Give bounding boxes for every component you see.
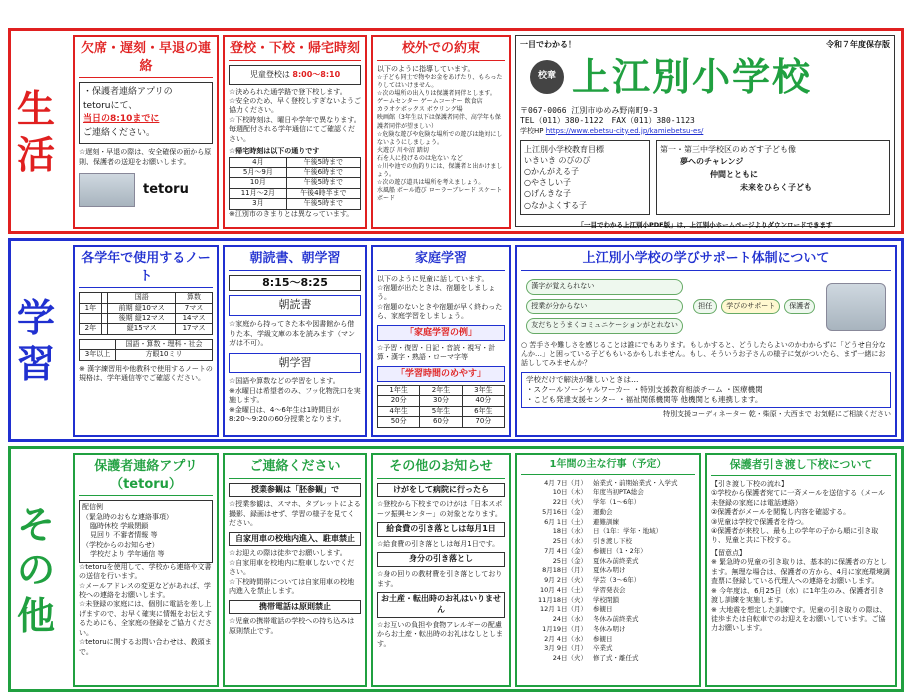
education-goals: 上江別小学校教育目標 いきいき のびのび ○かんがえる子 ○やさしい子 ○げんきな子 ○なかよくする子 xyxy=(520,140,650,215)
schedule-panel: 1年間の主な行事（予定） 4月 7日（月） 始業式・前期始業式・入学式 10日（木） 年度当初PTA総会 22日（火） 学年（1〜6年） 5月16日（金） 運動会 6月 1日（土） 避難訓練 18日（水） 日（1年：学年・地域） 25日（水） 引き渡し下校 7月 4日（金） 参観日（1・2年） 25日（金） 夏休み前終業式 8月18日（月） 夏休み明け 9月 2日（火） 学芸（3〜6年） 10月 4日（土） 学習発表会 11月18日（火） 学校閉鎖 12月 1日（月） 参観日 24日（水） 冬休み前終業式 1月19日（月） 冬休み明け 2月 4日（水） 参観日 3月 9日（月） 卒業式 24日（火） 修了式・離任式 xyxy=(515,453,701,687)
contact-panel: ご連絡ください 授業参観は「胚参観」で ☆授業参観は、スマホ、タブレットによる撮影、録画はせず、学習の様子を見てください。 自家用車の校地内進入、駐車禁止 ☆お迎えの際は徒歩でお願いします。 ☆自家用車を校地内に駐車しないでください。 ☆下校時間帯については自家用車の校地内進入を禁止します。 携帯電話は原則禁止 ☆児童の携帯電話の学校への持ち込みは原則禁止です。 xyxy=(223,453,367,687)
school-header: 一目でわかる！ 令和７年度保存版 校章 上江別小学校 〒067-0066 江別市ゆめみ野南町9-3 TEL（011）380-1122 FAX（011）380-1123 学校HP https://www.ebetsu-city.ed.jp/kamiebetsu-es/ 上江別小学校教育目標 いきいき のびのび ○かんがえる子 ○やさしい子 ○げんきな子 ○なかよくする子 第一・第三中学校区のめざす子ども像 夢へのチャレンジ 仲間とともに 未来をひらく子ども 「一目でわかる上江別小PDF版」は、上江別小ホームページよりダウンロードできます xyxy=(515,35,895,227)
schedule-row: 9月 2日（火） 学芸（3〜6年） xyxy=(544,576,641,584)
schedule-row: 22日（火） 学年（1〜6年） xyxy=(552,498,641,506)
schedule-row: 24日（火） 修了式・離任式 xyxy=(552,654,639,662)
tetoru-logo: tetoru xyxy=(143,182,189,198)
support-diagram: 漢字が覚えられない 授業が分からない 友だちとうまくコミュニケーションがとれない 担任 学びのサポート 保護者 xyxy=(521,275,891,339)
school-emblem: 校章 xyxy=(530,60,564,94)
absence-box: ・保護者連絡アプリの tetoruにて、 当日の8:10までに ご連絡ください。 xyxy=(79,82,213,144)
school-photo xyxy=(79,173,135,207)
section-life xyxy=(8,28,904,234)
schedule-row: 25日（金） 夏休み前終業式 xyxy=(552,556,639,565)
schedule-row: 25日（水） 引き渡し下校 xyxy=(552,537,632,545)
schedule-list xyxy=(521,479,695,664)
pickup-panel: 保護者引き渡し下校について 【引き渡し下校の流れ】 ①学校から保護者宛てに一斉メールを送信する（メール未登録の家庭には電話連絡） ②保護者がメールを閲覧し内容を確認する。 ③児童は学校で保護者を待つ。 ④保護者が来校し、最も上の学年の子から順に引き取り、児童と共に下校する。 【留意点】 ※ 緊急時の児童の引き取りは、基本的に保護者の方とします。無理な場合は、保護者の方から、4月に家庭環境調査票に登録している代理人への連絡をお願いします。 ※ 今年度は、6月25日（水）に1年生のみ、保護者引き渡し訓練を実施します。 ※ 大地震を想定した訓練です。児童の引き取りの際は、徒歩または自転車でのお迎えをお願いしています。ご協力お願いします。 xyxy=(705,453,897,687)
schedule-row: 18日（水） 日（1年：学年・地域） xyxy=(552,527,663,536)
schedule-row: 10日（木） 年度当初PTA総会 xyxy=(552,488,644,497)
study-time-table: 1年生 2年生 3年生 20分 30分 40分 4年生 5年生 6年生 50分 60分 70分 xyxy=(377,385,505,428)
section-study xyxy=(8,238,904,442)
commute-panel: 登校・下校・帰宅時刻 児童登校は 8:00〜8:10 ☆決められた通学路で登下校します。 ☆安全のため、早く登校しすぎないようご協力ください。 ☆下校時刻は、曜日や学年で異なります。毎週配付される学年通信にてご確認ください。 ☆帰宅時刻は以下の通りです 4月 午後5時まで 5月〜9月 午後6時まで 10月 午後5時まで 11月〜2月 午後4時半まで 3月 午後5時まで ※江別市のきまりとは異なっています。 xyxy=(223,35,367,229)
schedule-row: 4月 7日（月） 始業式・前期始業式・入学式 xyxy=(544,478,678,487)
schedule-row: 5月16日（金） 運動会 xyxy=(542,507,613,516)
schedule-row: 12月 1日（月） 参観日 xyxy=(540,605,613,614)
return-time-table: 4月 午後5時まで 5月〜9月 午後6時まで 10月 午後5時まで 11月〜2月 午後4時半まで 3月 午後5時まで xyxy=(229,157,361,210)
support-panel: 上江別小学校の学びサポート体制について 漢字が覚えられない 授業が分からない 友だちとうまくコミュニケーションがとれない 担任 学びのサポート 保護者 ○ 苦手さや難しさを感じることは誰にでもあります。もしかすると、どうしたらよいのかわからずに「どうせ自分なんか…」と困っている子どももいるかもしれません。もし、そういうお子さんの様子に気がついたら、まず一緒にお話ししてみませんか？ 学校だけで解決が難しいときは… ・スクールソーシャルワーカー ・特別支援教育相談チーム ・医療機関 ・こども発達支援センター ・福祉関係機関等 他機関とも連携します。 特別支援コーディネーター 乾・柴原・大西まで お気軽にご相談ください xyxy=(515,245,897,437)
notices-panel: その他のお知らせ けがをして病院に行ったら ☆登校から下校までのけがは「日本スポーツ振興センター」の対象となります。 給食費の引き落としは毎月1日 ☆給食費の引き落としは毎月1日です。 身分の引き落とし ☆身の回りの教材費を引き落としております。 お土産・転出時のお礼はいりません ☆お互いの負担や食物アレルギーの配慮からお土産・転出時のお礼はなしとします。 xyxy=(371,453,511,687)
absence-title: 欠席・遅刻・早退の連絡 xyxy=(79,40,213,78)
app-panel: 保護者連絡アプリ（tetoru） 配信例 （緊急時のおもな連絡事項） 臨時休校 学級閉鎖 見回り 不審者情報 等 （学校からのお知らせ） 学校だより 学年通信 等 ☆tetoruを使用して、学校から連絡や文書の送信を行います。 ☆メールアドレスの変更などがあれば、学校への連絡をお願いします。 ☆未登録の家庭には、個別に電話を差し上げますので、お早く確実に情報をお伝えするためにも、全家庭の登録をご協力ください。 ☆tetoruに関するお問い合わせは、教頭まで。 xyxy=(73,453,219,687)
school-hp-link[interactable]: https://www.ebetsu-city.ed.jp/kamiebetsu-es/ xyxy=(545,126,704,135)
schedule-row: 7月 4日（金） 参観日（1・2年） xyxy=(544,546,647,555)
section-other xyxy=(8,446,904,692)
schedule-row: 24日（水） 冬休み前終業式 xyxy=(552,615,639,623)
reading-panel: 朝読書、朝学習 8:15〜8:25 朝読書 ☆家庭から持ってきた本や図書館から借りた本、学級文庫の本を読みます（マンガは不可）。 朝学習 ☆国語や算数などの学習をします。 ※水曜日は希望者のみ、フッ化物洗口を実施します。 ※金曜日は、4〜6年生は1時間目が8:20〜9:20の60分授業となります。 xyxy=(223,245,367,437)
notebook-table: 国語 算数 1年 前期 縦10マス 7マス 後期 縦12マス 14マス 2年 縦15マス 17マス xyxy=(79,292,213,335)
home-study-panel: 家庭学習 以下のように児童に話しています。 ☆宿題が出たときは、宿題をしましょう。 ☆宿題のないときや宿題が早く終わったら、家庭学習をしましょう。 「家庭学習の例」 ☆予習・復習・日記・音読・視写・計算・漢字・熟語・ローマ字等 「学習時間のめやす」 1年生 2年生 3年生 20分 30分 40分 4年生 5年生 6年生 50分 60分 70分 xyxy=(371,245,511,437)
schedule-row: 8月18日（月） 夏休み明け xyxy=(542,566,626,575)
section-label-other: その他 xyxy=(17,501,56,638)
vision-box: 第一・第三中学校区のめざす子ども像 夢へのチャレンジ 仲間とともに 未来をひらく子ども xyxy=(656,140,890,215)
section-label-study: 学習 xyxy=(17,295,56,386)
notebook-panel: 各学年で使用するノート 国語 算数 1年 前期 縦10マス 7マス 後期 縦12マス 14マス 2年 縦15マス 17マス 国語・算数・理科・社会 3年以上 方眼10ミリ ※ 漢字練習用や他教科で使用するノートの規格は、学年通信等でご確認ください。 xyxy=(73,245,219,437)
promise-panel: 校外での約束 以下のように指導しています。 ☆子ども同士で物やお金をあげたり、もらったりしてはいけません。 ☆次の場所の出入りは保護者同伴とします。 ゲームセンター ゲームコーナー 飲食店 カラオケボックス ボウリング場 映画館（3年生以下は保護者同伴、高学年も保護者同伴が望ましい） ☆危険な遊びや危険な場所での遊びは絶対にしないようにしましょう。 火遊び 川や沼 踏切 石を人に投げるのは危ない など ☆川や池での魚釣りには、保護者と出かけましょう。 ☆次の遊び道具は場所を考えましょう。 水風船 ボール遊び ローラーブレード スケートボード xyxy=(371,35,511,229)
school-name: 上江別小学校 xyxy=(572,54,813,100)
section-label-life: 生活 xyxy=(17,86,56,177)
absence-panel: 欠席・遅刻・早退の連絡 ・保護者連絡アプリの tetoruにて、 当日の8:10までに ご連絡ください。 ☆遅刻・早退の際は、安全確保の面から原則、保護者の送迎をお願いします。 tetoru xyxy=(73,35,219,229)
schedule-row: 10月 4日（土） 学習発表会 xyxy=(540,585,626,594)
schedule-row: 11月18日（火） 学校閉鎖 xyxy=(537,595,619,604)
support-box: 学校だけで解決が難しいときは… ・スクールソーシャルワーカー ・特別支援教育相談チーム ・医療機関 ・こども発達支援センター ・福祉関係機関等 他機関とも連携します。 xyxy=(521,372,891,408)
schedule-row: 6月 1日（土） 避難訓練 xyxy=(544,517,619,526)
schedule-row: 2月 4日（水） 参観日 xyxy=(544,634,613,643)
teacher-illustration xyxy=(826,283,886,331)
schedule-row: 3月 9日（月） 卒業式 xyxy=(544,644,613,653)
schedule-row: 1月19日（月） 冬休み明け xyxy=(542,624,626,633)
